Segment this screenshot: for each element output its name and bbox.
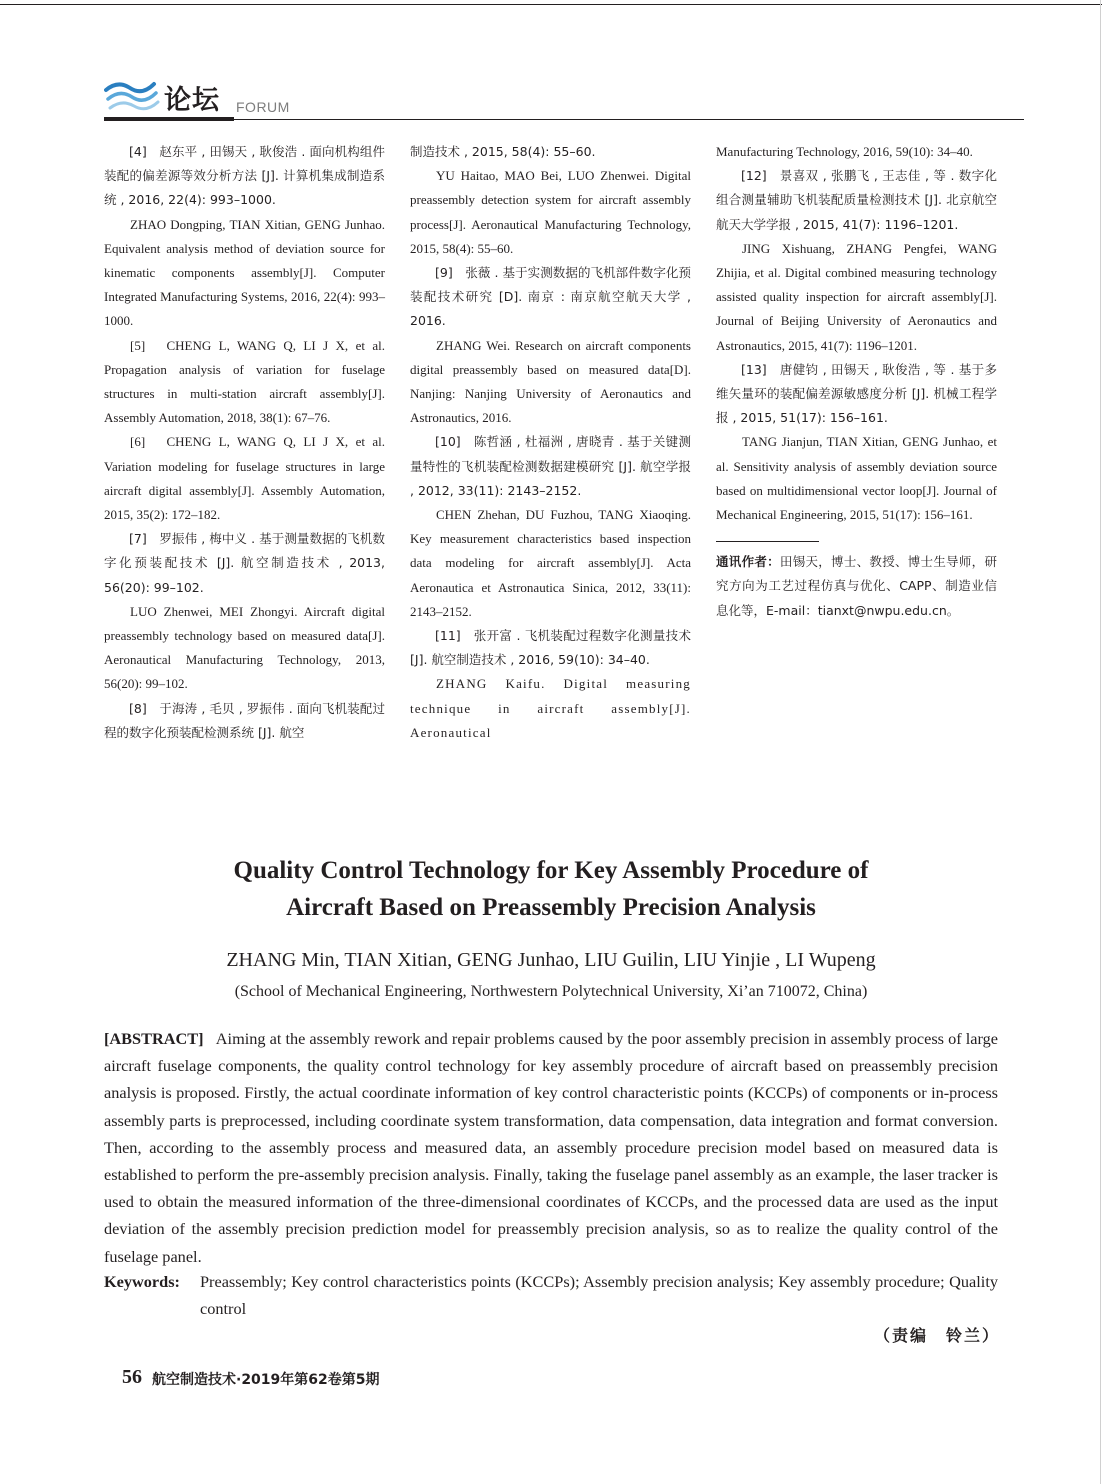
reference-entry: ZHAO Dongping, TIAN Xitian, GENG Junhao. Equivalent analysis method of deviation source for kinematic components assembly[J]. Computer Integrated Manufacturing Systems, 2016, 22(4): 993–1000. xyxy=(104,216,385,329)
header-rule-thick xyxy=(104,117,234,121)
reference-entry: [4] 赵东平 , 田锡天 , 耿俊浩 . 面向机构组件装配的偏差源等效分析方法 [J]. 计算机集成制造系统 , 2016, 22(4): 993–1000. xyxy=(104,144,385,208)
english-title-line-2: Aircraft Based on Preassembly Precision Analysis xyxy=(286,894,816,921)
editor-credit: （责编 铃兰） xyxy=(873,1326,1000,1345)
english-abstract xyxy=(104,1025,998,1270)
section-title-en: FORUM xyxy=(236,99,290,115)
abstract-text: Aiming at the assembly rework and repair problems caused by the poor assembly precision in assembly process of large aircraft fuselage components, the quality control technology for key assembly procedure of aircraft based on preassembly precision analysis is proposed. Firstly, the actual coordinate information of key control characteristic points (KCCPs) of components or in-process assembly parts is preprocessed, including coordinate system transformation, data compensation, data integration and format conversion. Then, according to the assembly process and measured data, an assembly procedure precision model based on measured data is established to perform the pre-assembly precision analysis. Finally, taking the fuselage panel assembly as an example, the laser tracker is used to obtain the measured information of the three-dimensional coordinates of KCCPs, and the processed data are used as the input deviation of the assembly precision prediction model for preassembly precision analysis, so as to realize the quality control of the fuselage panel. xyxy=(104,1029,998,1266)
journal-issue: 航空制造技术·2019年第62卷第5期 xyxy=(152,1372,380,1388)
reference-entry: [7] 罗振伟 , 梅中义 . 基于测量数据的飞机数字化预装配技术 [J]. 航空制造技术 , 2013, 56(20): 99–102. xyxy=(104,531,385,595)
reference-entry: [12] 景喜双 , 张鹏飞 , 王志佳 , 等 . 数字化组合测量辅助飞机装配质量检测技术 [J]. 北京航空航天大学学报 , 2015, 41(7): 1196–1201. xyxy=(716,168,997,232)
reference-entry: [8] 于海涛 , 毛贝 , 罗振伟 . 面向飞机装配过程的数字化预装配检测系统 [J]. 航空 xyxy=(104,700,385,740)
reference-entry: CHEN Zhehan, DU Fuzhou, TANG Xiaoqing. Key measurement characteristics based inspection data modeling for aircraft assembly[J]. Acta Aeronautica et Astronautica Sinica, 2012, 33(11): 2143–2152. xyxy=(410,507,691,619)
keywords-label: Keywords: xyxy=(104,1272,180,1291)
reference-entry: [6] CHENG L, WANG Q, LI J X, et al. Variation modeling for fuselage structures in large aircraft digital assembly[J]. Assembly Automation, 2015, 35(2): 172–182. xyxy=(104,434,385,523)
abstract-label: [ABSTRACT] xyxy=(104,1029,204,1048)
reference-entry: [5] CHENG L, WANG Q, LI J X, et al. Propagation analysis of variation for fuselage structures in multi-station aircraft assembly[J]. Assembly Automation, 2018, 38(1): 67–76. xyxy=(104,337,385,426)
reference-entry: TANG Jianjun, TIAN Xitian, GENG Junhao, et al. Sensitivity analysis of assembly deviation source based on multidimensional vector loop[J]. Journal of Mechanical Engineering, 2015, 51(17): 156–161. xyxy=(716,434,997,523)
reference-entry: Manufacturing Technology, 2016, 59(10): 34–40. xyxy=(716,144,973,159)
reference-entry: YU Haitao, MAO Bei, LUO Zhenwei. Digital preassembly detection system for aircraft assembly process[J]. Aeronautical Manufacturing Technology, 2015, 58(4): 55–60. xyxy=(410,168,691,256)
top-border-rule xyxy=(0,4,1102,5)
reference-entry: ZHANG Kaifu. Digital measuring technique in aircraft assembly[J]. Aeronautical xyxy=(410,676,691,740)
keywords-text: Preassembly; Key control characteristics points (KCCPs); Assembly precision analysis; Key assembly procedure; Quality control xyxy=(200,1272,998,1319)
reference-entry: ZHANG Wei. Research on aircraft components digital preassembly based on measured data[D]. Nanjing: Nanjing University of Aeronautics and Astronautics, 2016. xyxy=(410,337,691,426)
forum-waves-logo-icon xyxy=(104,74,162,116)
reference-entry: 制造技术 , 2015, 58(4): 55–60. xyxy=(410,144,596,159)
author-note-text: 田锡天，博士、教授、博士生导师，研究方向为工艺过程仿真与优化、CAPP、制造业信息化等，E-mail：tianxt@nwpu.edu.cn。 xyxy=(716,554,997,618)
reference-entry: [11] 张开富 . 飞机装配过程数字化测量技术 [J]. 航空制造技术 , 2016, 59(10): 34–40. xyxy=(410,628,691,668)
corresponding-author-note xyxy=(716,550,997,623)
reference-entry: [9] 张薇 . 基于实测数据的飞机部件数字化预装配技术研究 [D]. 南京 : 南京航空航天大学 , 2016. xyxy=(410,265,691,329)
author-note-divider xyxy=(716,541,819,542)
english-authors: ZHANG Min, TIAN Xitian, GENG Junhao, LIU Guilin, LIU Yinjie , LI Wupeng xyxy=(226,949,876,971)
references-column-2 xyxy=(410,140,691,745)
reference-entry: [10] 陈哲涵 , 杜福洲 , 唐晓青 . 基于关键测量特性的飞机装配检测数据建模研究 [J]. 航空学报 , 2012, 33(11): 2143–2152. xyxy=(410,434,691,498)
references-column-3 xyxy=(716,140,997,623)
section-header xyxy=(104,70,1024,126)
english-affiliation: (School of Mechanical Engineering, Northwestern Polytechnical University, Xi’an 710072, China) xyxy=(234,983,868,1000)
english-title-line-1: Quality Control Technology for Key Assembly Procedure of xyxy=(233,857,869,884)
reference-entry: JING Xishuang, ZHANG Pengfei, WANG Zhijia, et al. Digital combined measuring technology assisted quality inspection for aircraft assembly[J]. Journal of Beijing University of Aeronautics and Astronautics, 2015, 41(7): 1196–1201. xyxy=(716,240,997,353)
english-title xyxy=(104,852,998,926)
page-number: 56 xyxy=(122,1366,142,1388)
reference-entry: LUO Zhenwei, MEI Zhongyi. Aircraft digital preassembly technology based on measured data[J]. Aeronautical Manufacturing Technology, 2013, 56(20): 99–102. xyxy=(104,603,385,692)
header-rule xyxy=(234,119,1024,120)
section-title-cn: 论坛 xyxy=(164,85,220,116)
reference-entry: [13] 唐健钧 , 田锡天 , 耿俊浩 , 等 . 基于多维矢量环的装配偏差源敏感度分析 [J]. 机械工程学报 , 2015, 51(17): 156–161. xyxy=(716,361,997,426)
references-column-1 xyxy=(104,140,385,745)
author-note-label: 通讯作者： xyxy=(716,554,780,570)
right-border-rule xyxy=(1100,0,1101,1484)
